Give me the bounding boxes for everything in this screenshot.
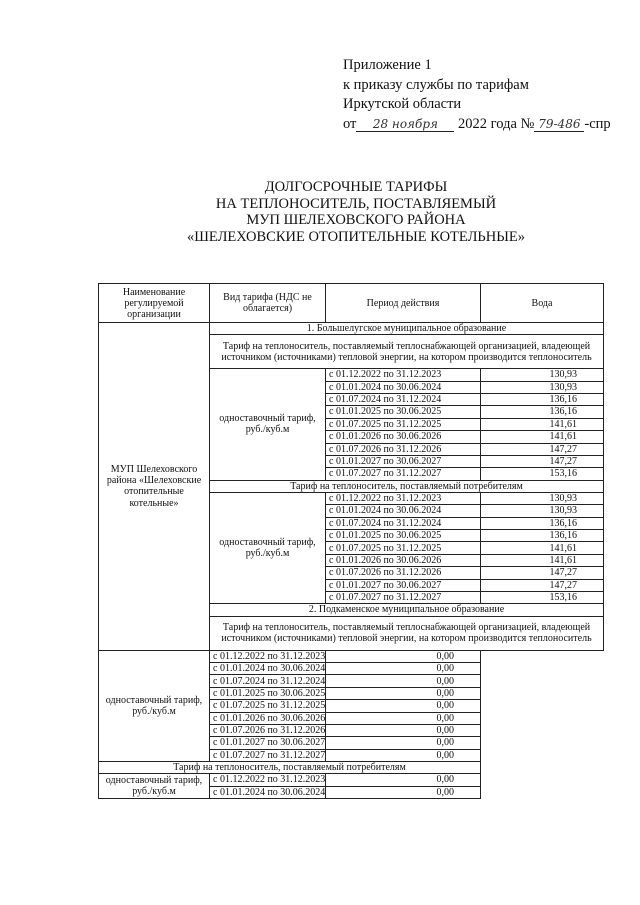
value-cell: 0,00 xyxy=(326,650,481,662)
period-cell: с 01.07.2027 по 31.12.2027 xyxy=(210,749,326,761)
title-line-1: ДОЛГОСРОЧНЫЕ ТАРИФЫ xyxy=(264,179,448,195)
tariff-kind-cell: одноставочный тариф, руб./куб.м xyxy=(210,369,326,481)
value-cell: 141,61 xyxy=(481,418,604,430)
section-2-title: 2. Подкаменское муниципальное образование xyxy=(210,604,604,616)
header-tariff-type: Вид тарифа (НДС не облагается) xyxy=(210,284,326,323)
value-cell: 130,93 xyxy=(481,505,604,517)
value-cell: 0,00 xyxy=(326,786,481,798)
value-cell: 0,00 xyxy=(326,774,481,786)
value-cell: 0,00 xyxy=(326,749,481,761)
section-1-row xyxy=(99,323,604,335)
table-row xyxy=(99,774,604,786)
period-cell: с 01.01.2025 по 30.06.2025 xyxy=(326,406,481,418)
title-line-3: МУП ШЕЛЕХОВСКОГО РАЙОНА xyxy=(246,212,466,228)
section-2-group-2-caption: Тариф на теплоноситель, поставляемый потребителям xyxy=(99,762,481,774)
period-cell: с 01.01.2027 по 30.06.2027 xyxy=(326,579,481,591)
appendix-order-line xyxy=(343,115,611,135)
tariff-kind-cell: одноставочный тариф, руб./куб.м xyxy=(210,492,326,604)
tariff-kind-cell: одноставочный тариф, руб./куб.м xyxy=(99,650,210,762)
section-1-group-2-caption: Тариф на теплоноситель, поставляемый потребителям xyxy=(210,480,604,492)
header-water: Вода xyxy=(481,284,604,323)
section-1-title: 1. Большелугское муниципальное образование xyxy=(210,323,604,335)
value-cell: 0,00 xyxy=(326,675,481,687)
value-cell: 130,93 xyxy=(481,381,604,393)
period-cell: с 01.07.2025 по 31.12.2025 xyxy=(326,542,481,554)
org-name-cell: МУП Шелеховского района «Шелеховские отопительные котельные» xyxy=(99,323,210,651)
value-cell: 0,00 xyxy=(326,663,481,675)
period-cell: с 01.07.2024 по 31.12.2024 xyxy=(210,675,326,687)
value-cell: 0,00 xyxy=(326,724,481,736)
period-cell: с 01.07.2026 по 31.12.2026 xyxy=(210,724,326,736)
title-line-4: «ШЕЛЕХОВСКИЕ ОТОПИТЕЛЬНЫЕ КОТЕЛЬНЫЕ» xyxy=(187,228,525,245)
value-cell: 147,27 xyxy=(481,455,604,467)
value-cell: 141,61 xyxy=(481,554,604,566)
year-label: 2022 года № xyxy=(458,115,535,132)
period-cell: с 01.07.2025 по 31.12.2025 xyxy=(210,700,326,712)
value-cell: 0,00 xyxy=(326,737,481,749)
period-cell: с 01.01.2024 по 30.06.2024 xyxy=(210,663,326,675)
section-2-group-1-caption: Тариф на теплоноситель, поставляемый теплоснабжающей организацией, владеющей источником (источниками) тепловой энергии, на котором производится теплоноситель xyxy=(210,616,604,650)
value-cell: 141,61 xyxy=(481,431,604,443)
period-cell: с 01.01.2024 по 30.06.2024 xyxy=(210,786,326,798)
period-cell: с 01.07.2027 по 31.12.2027 xyxy=(326,468,481,480)
period-cell: с 01.01.2025 по 30.06.2025 xyxy=(326,530,481,542)
value-cell: 130,93 xyxy=(481,369,604,381)
period-cell: с 01.01.2027 по 30.06.2027 xyxy=(326,455,481,467)
period-cell: с 01.12.2022 по 31.12.2023 xyxy=(210,650,326,662)
section-1-group-1-caption: Тариф на теплоноситель, поставляемый теплоснабжающей организацией, владеющей источником (источниками) тепловой энергии, на котором производится теплоноситель xyxy=(210,335,604,369)
suffix-label: -спр xyxy=(584,115,611,132)
period-cell: с 01.07.2027 по 31.12.2027 xyxy=(326,592,481,604)
period-cell: с 01.07.2026 по 31.12.2026 xyxy=(326,567,481,579)
value-cell: 147,27 xyxy=(481,443,604,455)
value-cell: 136,16 xyxy=(481,406,604,418)
from-label: от xyxy=(343,115,357,132)
value-cell: 136,16 xyxy=(481,393,604,405)
appendix-line-2: к приказу службы по тарифам xyxy=(343,76,529,93)
value-cell: 0,00 xyxy=(326,712,481,724)
value-cell: 147,27 xyxy=(481,579,604,591)
table-header-row xyxy=(99,284,604,323)
appendix-block xyxy=(343,56,611,134)
period-cell: с 01.07.2026 по 31.12.2026 xyxy=(326,443,481,455)
value-cell: 141,61 xyxy=(481,542,604,554)
period-cell: с 01.01.2027 по 30.06.2027 xyxy=(210,737,326,749)
period-cell: с 01.01.2026 по 30.06.2026 xyxy=(210,712,326,724)
period-cell: с 01.01.2025 по 30.06.2025 xyxy=(210,687,326,699)
section-2-group-2-caption-row xyxy=(99,762,604,774)
title-line-2: НА ТЕПЛОНОСИТЕЛЬ, ПОСТАВЛЯЕМЫЙ xyxy=(215,195,497,212)
period-cell: с 01.01.2026 по 30.06.2026 xyxy=(326,554,481,566)
value-cell: 147,27 xyxy=(481,567,604,579)
period-cell: с 01.07.2024 по 31.12.2024 xyxy=(326,393,481,405)
document-title xyxy=(0,179,640,245)
handwritten-number: 79-486 xyxy=(534,117,584,132)
appendix-line-3: Иркутской области xyxy=(343,96,462,112)
value-cell: 153,16 xyxy=(481,468,604,480)
handwritten-date: 28 ноября xyxy=(356,117,454,132)
period-cell: с 01.12.2022 по 31.12.2023 xyxy=(210,774,326,786)
appendix-line-1: Приложение 1 xyxy=(343,57,432,73)
header-org: Наименование регулируемой организации xyxy=(99,284,210,323)
value-cell: 130,93 xyxy=(481,492,604,504)
tariff-kind-cell: одноставочный тариф, руб./куб.м xyxy=(99,774,210,799)
value-cell: 0,00 xyxy=(326,687,481,699)
period-cell: с 01.01.2024 по 30.06.2024 xyxy=(326,505,481,517)
value-cell: 136,16 xyxy=(481,530,604,542)
period-cell: с 01.07.2025 по 31.12.2025 xyxy=(326,418,481,430)
value-cell: 136,16 xyxy=(481,517,604,529)
period-cell: с 01.12.2022 по 31.12.2023 xyxy=(326,369,481,381)
period-cell: с 01.07.2024 по 31.12.2024 xyxy=(326,517,481,529)
value-cell: 0,00 xyxy=(326,700,481,712)
header-period: Период действия xyxy=(326,284,481,323)
tariff-table xyxy=(98,283,604,799)
period-cell: с 01.12.2022 по 31.12.2023 xyxy=(326,492,481,504)
period-cell: с 01.01.2026 по 30.06.2026 xyxy=(326,431,481,443)
value-cell: 153,16 xyxy=(481,592,604,604)
period-cell: с 01.01.2024 по 30.06.2024 xyxy=(326,381,481,393)
table-row xyxy=(99,650,604,662)
